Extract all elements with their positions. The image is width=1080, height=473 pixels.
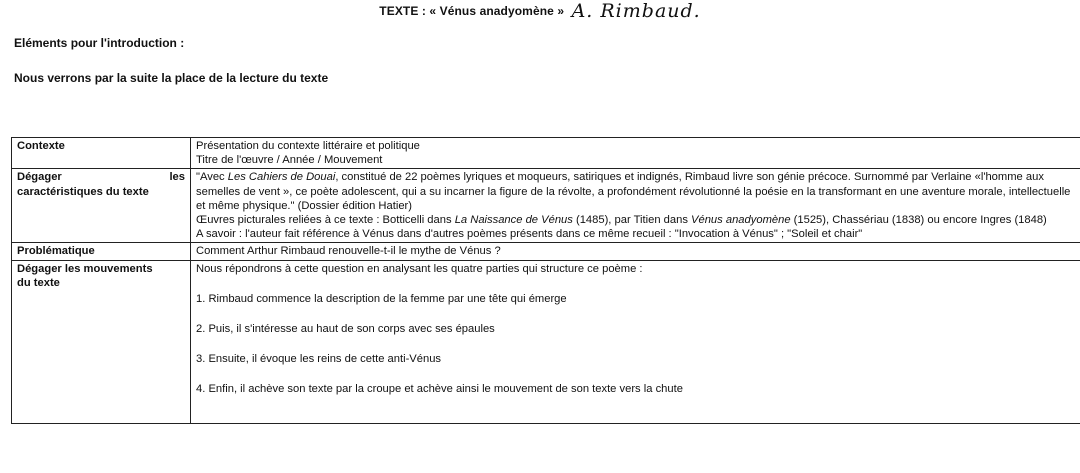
mouvement-item-2: 2. Puis, il s'intéresse au haut de son corps avec ses épaules [196, 323, 495, 336]
handwritten-author: A. Rimbaud. [571, 0, 701, 22]
row-label-problematique: Problématique [12, 243, 191, 260]
document-title [0, 0, 1080, 22]
title-text: TEXTE : « Vénus anadyomène » [379, 4, 565, 18]
row-label-caracteristiques [12, 169, 191, 243]
intro-label: Eléments pour l'introduction : [14, 36, 185, 50]
oeuvres-italic-2: Vénus anadyomène [691, 214, 791, 227]
quote-paragraph [196, 170, 1075, 213]
row-content-mouvements [191, 260, 1080, 423]
quote-part-1: "Avec [196, 171, 228, 184]
row-content-contexte [191, 138, 1080, 169]
oeuvres-part-2: (1485), par Titien dans [572, 214, 692, 227]
contexte-line-2: Titre de l'œuvre / Année / Mouvement [196, 154, 383, 167]
row-content-caracteristiques [191, 169, 1080, 243]
table-row-contexte [12, 138, 1080, 169]
table-row-problematique [12, 243, 1080, 260]
table-row-caracteristiques [12, 169, 1080, 243]
mouvement-item-1: 1. Rimbaud commence la description de la femme par une tête qui émerge [196, 292, 567, 305]
oeuvres-part-3: (1525), Chassériau (1838) ou encore Ingres (1848) [790, 214, 1047, 227]
savoir-paragraph: A savoir : l'auteur fait référence à Vénus dans d'autres poèmes présents dans ce même recueil : "Invocation à Vénus" ; "Soleil et chair" [196, 228, 863, 241]
row-content-problematique: Comment Arthur Rimbaud renouvelle-t-il le mythe de Vénus ? [191, 243, 1080, 260]
mouvements-intro: Nous répondrons à cette question en analysant les quatre parties qui structure ce poème : [196, 262, 643, 275]
table-row-mouvements [12, 260, 1080, 423]
label-word-les: les [169, 171, 185, 184]
mouvement-item-3: 3. Ensuite, il évoque les reins de cette anti-Vénus [196, 353, 442, 366]
oeuvres-part-1: Œuvres picturales reliées à ce texte : Botticelli dans [196, 214, 455, 227]
quote-part-2: , constitué de 22 poèmes lyriques et moqueurs, satiriques et indignés, Rimbaud livre son génie précoce. Surnommé par Verlaine «l'homme aux semelles de vent », ce poète adolescent, qui a su incarner la figure de la révolte, a profondément révolutionné la poésie en la transformant en une aventure morale, intellectuelle et même physique." (Dossier édition Hatier) [196, 171, 1071, 212]
row-label-contexte: Contexte [12, 138, 191, 169]
label-line-2: caractéristiques du texte [17, 185, 149, 198]
row-label-mouvements [12, 260, 191, 423]
contexte-line-1: Présentation du contexte littéraire et politique [196, 140, 420, 152]
label-line-1 [17, 170, 185, 184]
mouvement-item-4: 4. Enfin, il achève son texte par la croupe et achève ainsi le mouvement de son texte vers la chute [196, 383, 683, 396]
label-mouvements-line-2: du texte [17, 276, 60, 289]
intro-sentence: Nous verrons par la suite la place de la lecture du texte [14, 71, 329, 85]
analysis-table [11, 137, 1080, 424]
label-word-degager: Dégager [17, 171, 62, 184]
label-mouvements-line-1: Dégager les mouvements [17, 262, 153, 275]
oeuvres-paragraph [196, 213, 1075, 227]
oeuvres-italic-1: La Naissance de Vénus [454, 214, 573, 227]
quote-italic-title: Les Cahiers de Douai [227, 171, 336, 184]
